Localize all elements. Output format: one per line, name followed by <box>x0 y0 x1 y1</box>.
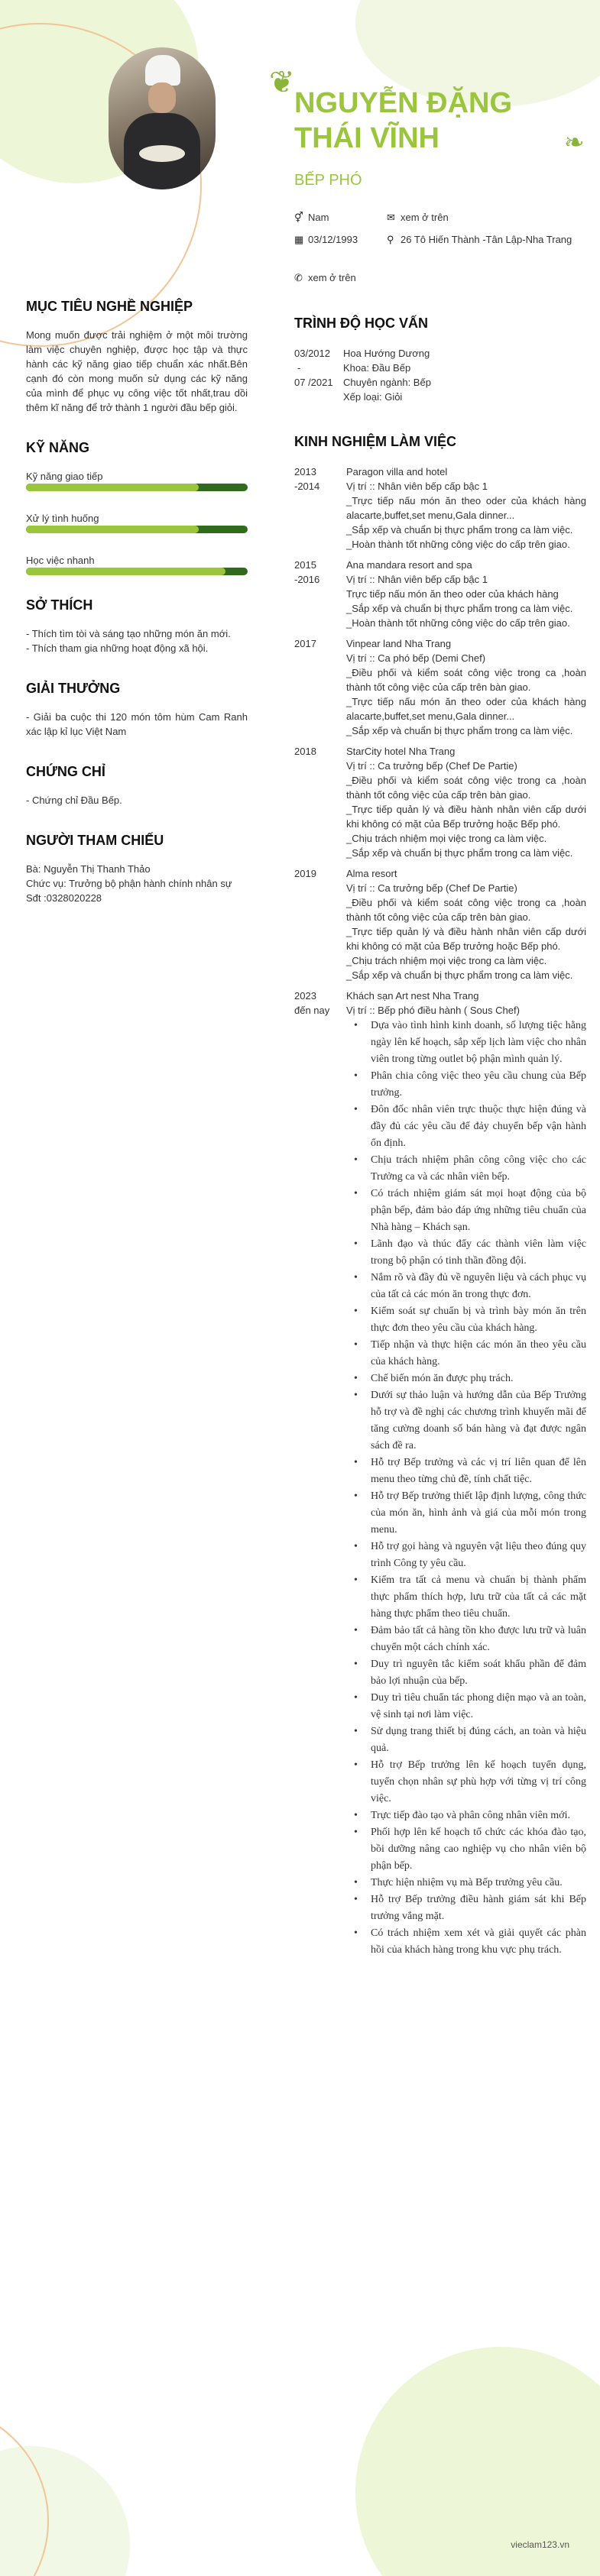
experience-date <box>294 558 346 630</box>
leaf-icon: ❧ <box>564 128 585 156</box>
duty-item: • Trực tiếp đào tạo và phân công nhân viên mới. <box>368 1807 586 1824</box>
leaf-icon: ❦ <box>269 66 295 99</box>
duty-item: • Chịu trách nhiệm phân công công việc cho các Trưởng ca và các nhân viên bếp. <box>368 1152 586 1186</box>
experience-date <box>294 989 346 1959</box>
certificates-heading: CHỨNG CHỈ <box>26 764 105 779</box>
position: Vị trí :: Ca trưởng bếp (Chef De Partie) <box>346 760 517 772</box>
references-section <box>26 833 248 905</box>
duty-item: • Tiếp nhận và thực hiện các món ăn theo yêu cầu của khách hàng. <box>368 1337 586 1371</box>
experience-date <box>294 744 346 860</box>
experience-entry <box>294 989 586 1959</box>
duty-item: • Thực hiện nhiệm vụ mà Bếp trưởng yêu cầu. <box>368 1875 586 1892</box>
skills-heading: KỸ NĂNG <box>26 440 90 455</box>
position: Vị trí :: Nhân viên bếp cấp bậc 1 <box>346 481 488 492</box>
calendar-icon: ▦ <box>294 234 304 245</box>
duty-line: Trực tiếp nấu món ăn theo oder của khách hàng <box>346 588 559 600</box>
duty-item: • Lãnh đạo và thúc đẩy các thành viên làm việc trong bộ phận có tinh thần đồng đội. <box>368 1236 586 1270</box>
date-line: 2017 <box>294 638 316 649</box>
position: Vị trí :: Bếp phó điều hành ( Sous Chef) <box>346 1005 520 1016</box>
company-name: Ana mandara resort and spa <box>346 559 472 571</box>
education-line: Khoa: Đầu Bếp <box>343 362 411 374</box>
duty-item: • Phân chia công việc theo yêu cầu chung của Bếp trưởng. <box>368 1068 586 1102</box>
date-line: -2014 <box>294 481 320 492</box>
phone-value: xem ở trên <box>308 272 356 283</box>
date-line: 03/2012 <box>294 348 330 359</box>
company-name: Paragon villa and hotel <box>346 466 448 477</box>
job-title: BẾP PHÓ <box>294 172 362 189</box>
date-line: 2013 <box>294 466 316 477</box>
duty-item: • Có trách nhiệm giám sát mọi hoạt động của bộ phận bếp, đảm bảo đáp ứng những tiêu chuẩn của Nhà hàng – Khách sạn. <box>368 1186 586 1236</box>
date-line: 2019 <box>294 868 316 879</box>
date-line: 2015 <box>294 559 316 571</box>
education-line: Chuyên ngành: Bếp <box>343 377 431 388</box>
duty-line: _Điều phối và kiểm soát công việc trong ca ,hoàn thành tốt công việc của cấp trên bàn giao. <box>346 897 586 923</box>
reference-line: Chức vụ: Trưởng bộ phận hành chính nhân sự <box>26 878 232 889</box>
hobby-line: - Thích tìm tòi và sáng tạo những món ăn mới. <box>26 628 231 639</box>
experience-heading: KINH NGHIỆM LÀM VIỆC <box>294 434 457 449</box>
position: Vị trí :: Ca phó bếp (Demi Chef) <box>346 652 486 664</box>
duty-line: _Sắp xếp và chuẩn bị thực phẩm trong ca làm việc. <box>346 603 573 614</box>
date-line: 2023 <box>294 990 316 1002</box>
duty-item: • Phối hợp lên kế hoạch tổ chức các khóa đào tạo, bồi dưỡng nâng cao nghiệp vụ cho nhân viên bộ phận bếp. <box>368 1824 586 1875</box>
skill-bar <box>26 568 248 575</box>
position: Vị trí :: Ca trưởng bếp (Chef De Partie) <box>346 882 517 894</box>
objective-heading: MỤC TIÊU NGHỀ NGHIỆP <box>26 299 193 314</box>
reference-line: Bà: Nguyễn Thị Thanh Thảo <box>26 863 151 875</box>
date-line: - <box>297 362 301 374</box>
hobbies-heading: SỞ THÍCH <box>26 597 93 613</box>
email-value: xem ở trên <box>401 212 449 223</box>
map-pin-icon: ⚲ <box>387 234 394 245</box>
skill-item <box>26 469 248 491</box>
gender-row <box>294 210 329 225</box>
company-name: StarCity hotel Nha Trang <box>346 746 456 757</box>
birthday-value: 03/12/1993 <box>308 234 358 245</box>
date-line: 2018 <box>294 746 316 757</box>
duty-line: _Chịu trách nhiệm mọi việc trong ca làm việc. <box>346 833 547 844</box>
duty-line: _Điều phối và kiểm soát công việc trong ca ,hoàn thành tốt công việc của cấp trên bàn giao. <box>346 775 586 801</box>
skill-item <box>26 553 248 575</box>
envelope-icon: ✉ <box>387 212 395 223</box>
duty-item: • Chế biến món ăn được phụ trách. <box>368 1371 586 1387</box>
skill-bar-fill <box>26 526 199 533</box>
hobby-line: - Thích tham gia những hoạt động xã hội. <box>26 642 209 654</box>
duty-item: • Hỗ trợ gọi hàng và nguyên vật liệu theo đúng quy trình Công ty yêu cầu. <box>368 1539 586 1572</box>
duty-line: _Trực tiếp nấu món ăn theo oder của khách hàng alacarte,buffet,set menu,Gala dinner... <box>346 495 586 521</box>
experience-date <box>294 866 346 982</box>
duty-item: • Đảm bảo tất cả hàng tồn kho được lưu trữ và luân chuyển một cách chính xác. <box>368 1623 586 1656</box>
experience-entry <box>294 744 586 860</box>
birthday-row <box>294 232 358 247</box>
experience-entry <box>294 636 586 738</box>
duty-line: _Sắp xếp và chuẩn bị thực phẩm trong ca làm việc. <box>346 725 573 736</box>
duty-line: _Điều phối và kiểm soát công việc trong ca ,hoàn thành tốt công việc của cấp trên bàn giao. <box>346 667 586 693</box>
experience-date <box>294 464 346 552</box>
duty-list <box>346 1018 586 1959</box>
duty-line: _Sắp xếp và chuẩn bị thực phẩm trong ca làm việc. <box>346 524 573 536</box>
skill-label: Học việc nhanh <box>26 555 95 566</box>
duty-line: _Sắp xếp và chuẩn bị thực phẩm trong ca làm việc. <box>346 969 573 981</box>
duty-line: _Chịu trách nhiệm mọi việc trong ca làm việc. <box>346 955 547 966</box>
duty-line: _Hoàn thành tốt những công việc do cấp trên giao. <box>346 617 570 629</box>
duty-item: • Hỗ trợ Bếp trưởng điều hành giám sát khi Bếp trưởng vắng mặt. <box>368 1892 586 1925</box>
education-date <box>294 346 343 404</box>
experience-entry <box>294 558 586 630</box>
duty-item: • Dựa vào tình hình kinh doanh, số lượng tiệc hằng ngày lên kế hoạch, sắp xếp lịch làm việc cho nhân viên trong từng outlet bộ phận mình quản lý. <box>368 1018 586 1068</box>
experience-entry <box>294 866 586 982</box>
references-heading: NGƯỜI THAM CHIẾU <box>26 833 164 848</box>
objective-section <box>26 299 248 415</box>
duty-line: _Trực tiếp nấu món ăn theo oder của khách hàng alacarte,buffet,set menu,Gala dinner... <box>346 696 586 722</box>
education-heading: TRÌNH ĐỘ HỌC VẤN <box>294 316 428 331</box>
skill-bar-fill <box>26 484 199 491</box>
left-column <box>26 299 248 931</box>
hobbies-section <box>26 598 248 655</box>
duty-item: • Đôn đốc nhân viên trực thuộc thực hiện đúng và đầy đủ các yêu cầu để đảy chuyển bếp vận hành ổn định. <box>368 1102 586 1152</box>
experience-details <box>346 989 586 1959</box>
experience-details <box>346 636 586 738</box>
experience-details <box>346 558 586 630</box>
gender-icon: ⚥ <box>294 212 303 223</box>
duty-line: _Trực tiếp quản lý và điều hành nhân viên cấp dưới khi không có mặt của Bếp trưởng hoặc Bếp phó. <box>346 926 586 952</box>
duty-item: • Kiểm soát sự chuẩn bị và trình bày món ăn trên thực đơn theo yêu cầu của khách hàng. <box>368 1303 586 1337</box>
duty-line: _Hoàn thành tốt những công việc do cấp trên giao. <box>346 539 570 550</box>
duty-item: • Kiểm tra tất cả menu và chuẩn bị thành phẩm thực phẩm thích hợp, lưu trữ của tất cả các mặt hàng thực phẩm theo tiêu chuẩn. <box>368 1572 586 1623</box>
duty-item: • Nắm rõ và đầy đủ về nguyên liệu và cách phục vụ của tất cả các món ăn trong thực đơn. <box>368 1270 586 1303</box>
education-entry <box>294 346 586 404</box>
phone-icon: ✆ <box>294 272 303 283</box>
company-name: Vinpear land Nha Trang <box>346 638 452 649</box>
duty-item: • Dưới sự thảo luận và hướng dẫn của Bếp Trưởng hỗ trợ và đề nghị các chương trình khuyến mãi để tăng cường doanh số bán hàng và đạt được ngân sách đề ra. <box>368 1387 586 1455</box>
duty-line: _Sắp xếp và chuẩn bị thực phẩm trong ca làm việc. <box>346 847 573 859</box>
duty-item: • Hỗ trợ Bếp trưởng thiết lập định lượng, công thức của món ăn, hình ảnh và giá của mỗi món trong menu. <box>368 1488 586 1539</box>
date-line: -2016 <box>294 574 320 585</box>
right-column <box>294 316 586 1965</box>
certificates-section <box>26 765 248 807</box>
skill-label: Xử lý tình huống <box>26 513 99 524</box>
address-row <box>387 232 585 247</box>
decor-arc <box>0 2405 49 2576</box>
skill-label: Kỹ năng giao tiếp <box>26 471 103 482</box>
experience-date <box>294 636 346 738</box>
footer-brand: vieclam123.vn <box>511 2539 569 2550</box>
duty-item: • Có trách nhiệm xem xét và giải quyết các phàn hồi của khách hàng trong khu vực phụ trách. <box>368 1925 586 1959</box>
duty-item: • Sử dụng trang thiết bị đúng cách, an toàn và hiệu quả. <box>368 1723 586 1757</box>
company-name: Alma resort <box>346 868 397 879</box>
avatar <box>109 47 216 189</box>
duty-line: _Trực tiếp quản lý và điều hành nhân viên cấp dưới khi không có mặt của Bếp trưởng hoặc Bếp phó. <box>346 804 586 830</box>
experience-details <box>346 744 586 860</box>
experience-details <box>346 866 586 982</box>
objective-text: Mong muốn được trải nghiệm ở một môi trường làm việc chuyên nghiệp, được học tập và thực hành các kỹ năng giao tiếp chuẩn xác nhất.Bên cạnh đó còn mong muốn sử dụng các kỹ năng của mình để phục vụ công việc tốt nhất,trau dồi thêm kĩ năng để trở thành 1 người đầu bếp giỏi. <box>26 329 248 413</box>
date-line: 07 /2021 <box>294 377 333 388</box>
skill-bar-fill <box>26 568 225 575</box>
experience-entry <box>294 464 586 552</box>
education-details <box>343 346 431 404</box>
skill-bar <box>26 526 248 533</box>
position: Vị trí :: Nhân viên bếp cấp bậc 1 <box>346 574 488 585</box>
skill-item <box>26 511 248 533</box>
awards-heading: GIẢI THƯỞNG <box>26 681 121 696</box>
duty-item: • Duy trì nguyên tắc kiểm soát khẩu phần để đảm bảo lợi nhuận của bếp. <box>368 1656 586 1690</box>
experience-details <box>346 464 586 552</box>
email-row <box>387 210 449 225</box>
duty-item: • Hỗ trợ Bếp trưởng và các vị trí liên quan để lên menu theo từng chủ đề, tính chất tiệc. <box>368 1455 586 1488</box>
phone-row <box>294 270 356 285</box>
gender-value: Nam <box>308 212 329 223</box>
full-name: NGUYỄN ĐẶNG THÁI VĨNH <box>294 87 513 154</box>
skills-section <box>26 441 248 575</box>
date-line: đến nay <box>294 1005 330 1016</box>
awards-section <box>26 681 248 739</box>
education-line: Xếp loại: Giỏi <box>343 391 403 403</box>
award-text: - Giải ba cuộc thi 120 món tôm hùm Cam Ranh xác lập kỉ lục Việt Nam <box>26 711 248 737</box>
skill-bar <box>26 484 248 491</box>
education-line: Hoa Hướng Dương <box>343 348 430 359</box>
experience-list <box>294 464 586 1959</box>
certificate-text: - Chứng chỉ Đầu Bếp. <box>26 794 122 806</box>
duty-item: • Hỗ trợ Bếp trưởng lên kế hoạch tuyển dụng, tuyển chọn nhân sự phù hợp với từng vị trí công việc. <box>368 1757 586 1807</box>
company-name: Khách sạn Art nest Nha Trang <box>346 990 479 1002</box>
duty-item: • Duy trì tiêu chuẩn tác phong diện mạo và an toàn, vệ sinh tại nơi làm việc. <box>368 1690 586 1723</box>
reference-line: Sđt :0328020228 <box>26 892 102 904</box>
address-value: 26 Tô Hiến Thành -Tân Lập-Nha Trang <box>401 234 572 245</box>
